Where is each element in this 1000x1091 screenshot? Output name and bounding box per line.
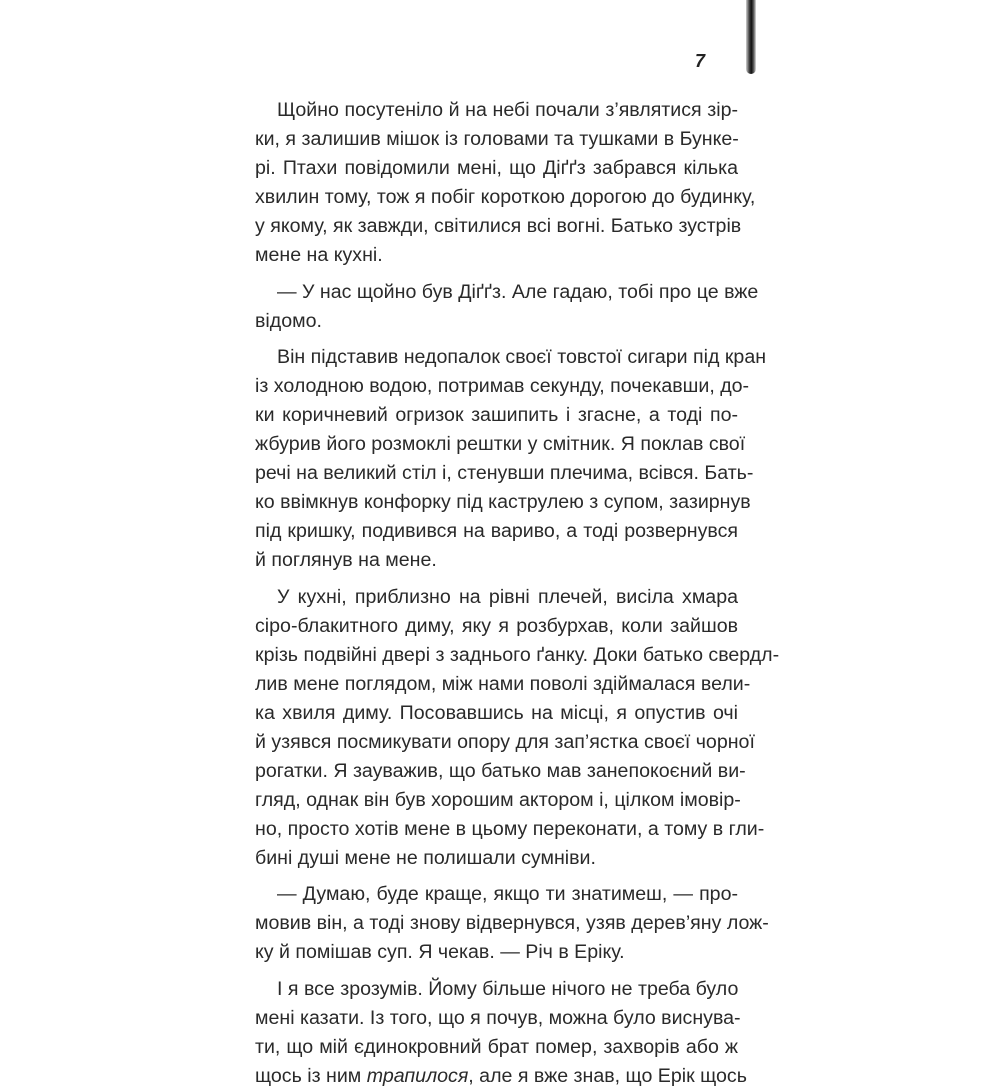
paragraph-4 xyxy=(255,583,780,873)
text-line: рі. Птахи повідомили мені, що Діґґз забрався кілька xyxy=(255,157,738,179)
text-line: й узявся посмикувати опору для зап’ястка своєї чорної xyxy=(255,730,755,753)
paragraph-6 xyxy=(255,975,747,1091)
text-line: у якому, як завжди, світилися всі вогні. Батько зустрів xyxy=(255,215,742,237)
body-text xyxy=(255,96,780,1091)
text-line: сіро-блакитного диму, яку я розбурхав, коли зайшов xyxy=(255,614,738,637)
text-line: мені казати. Із того, що я почув, можна було виснува- xyxy=(255,1006,741,1029)
text-line: лив мене поглядом, між нами поволі здіймалася вели- xyxy=(255,672,751,695)
text-line: мовив він, а тоді знову відвернувся, узяв дерев’яну лож- xyxy=(255,912,769,934)
text-line: но, просто хотів мене в цьому переконати, а тому в гли- xyxy=(255,817,765,840)
text-line: бині душі мене не полишали сумніви. xyxy=(255,846,596,869)
text-line: під кришку, подивився на вариво, а тоді розвернувся xyxy=(255,520,738,542)
text-line: У кухні, приблизно на рівні плечей, висіла хмара xyxy=(277,585,738,608)
text-line: ко ввімкнув конфорку під каструлею з супом, зазирнув xyxy=(255,491,751,513)
text-segment: щось із ним xyxy=(255,1064,367,1087)
text-line: й поглянув на мене. xyxy=(255,549,437,571)
text-line: крізь подвійні двері з заднього ґанку. Доки батько свердл- xyxy=(255,643,780,666)
paragraph-3 xyxy=(255,343,767,575)
text-line: хвилин тому, тож я побіг короткою дорогою до будинку, xyxy=(255,186,756,208)
text-line: гляд, однак він був хорошим актором і, цілком імовір- xyxy=(255,788,741,811)
paragraph-5 xyxy=(255,880,769,967)
text-line: — У нас щойно був Діґґз. Але гадаю, тобі про це вже xyxy=(277,280,759,303)
binding-shadow xyxy=(746,0,756,74)
text-line: Щойно посутеніло й на небі почали з’являтися зір- xyxy=(277,99,738,121)
text-line: мене на кухні. xyxy=(255,244,383,266)
text-line: ки, я залишив мішок із головами та тушками в Бунке- xyxy=(255,128,739,150)
text-segment: , але я вже знав, що Ерік щось xyxy=(468,1064,747,1087)
text-line: — Думаю, буде краще, якщо ти знатимеш, — про- xyxy=(277,883,738,905)
text-line: рогатки. Я зауважив, що батько мав занепокоєний ви- xyxy=(255,759,746,782)
text-line: І я все зрозумів. Йому більше нічого не треба було xyxy=(277,977,739,1000)
page-number: 7 xyxy=(695,51,706,71)
paragraph-2 xyxy=(255,278,759,336)
text-line-mixed xyxy=(255,1062,747,1091)
text-line: Він підставив недопалок своєї товстої сигари під кран xyxy=(277,346,767,368)
text-line: відомо. xyxy=(255,309,322,332)
text-line: ки коричневий огризок зашипить і згасне, а тоді по- xyxy=(255,404,738,426)
text-line: із холодною водою, потримав секунду, почекавши, до- xyxy=(255,375,750,397)
text-line: ти, що мій єдинокровний брат помер, захворів або ж xyxy=(255,1035,738,1058)
text-line: речі на великий стіл і, стенувши плечима, всівся. Бать- xyxy=(255,462,754,484)
text-line: ку й помішав суп. Я чекав. — Річ в Еріку. xyxy=(255,941,625,963)
text-line: жбурив його розмоклі рештки у смітник. Я поклав свої xyxy=(255,433,746,455)
paragraph-1 xyxy=(255,96,756,270)
italic-emphasis: трапилося xyxy=(366,1064,469,1087)
text-line: ка хвиля диму. Посовавшись на місці, я опустив очі xyxy=(255,701,738,724)
